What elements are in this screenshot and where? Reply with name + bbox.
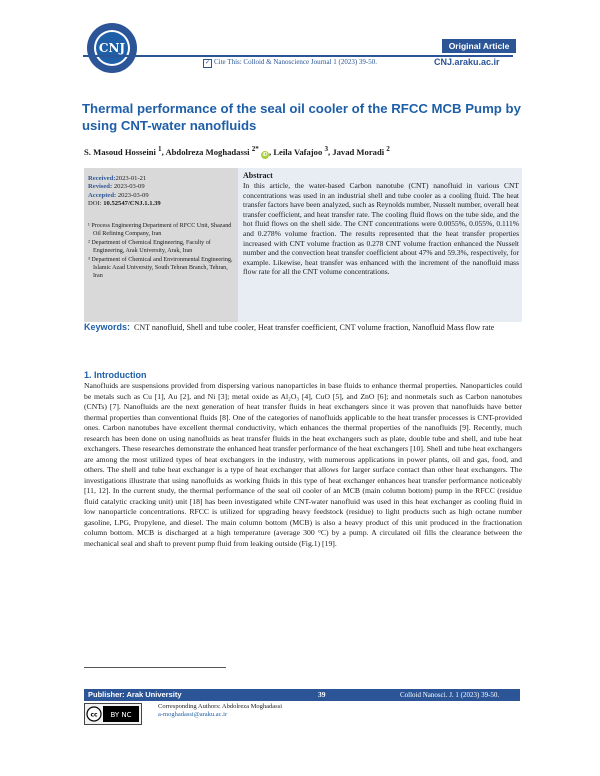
article-type-badge: Original Article bbox=[442, 39, 516, 53]
keywords bbox=[84, 322, 524, 333]
affiliation: ² Department of Chemical Engineering, Faculty of Engineering, Arak University, Arak, Iran bbox=[88, 240, 211, 254]
author-name: Abdolreza Moghadassi bbox=[165, 146, 250, 157]
journal-logo bbox=[86, 22, 138, 74]
page-number: 39 bbox=[318, 690, 326, 699]
license-text: BY NC bbox=[110, 711, 132, 719]
email-link[interactable]: a-moghadassi@araku.ac.ir bbox=[158, 711, 228, 718]
keywords-label: Keywords: bbox=[84, 322, 131, 332]
abstract-heading: Abstract bbox=[243, 171, 273, 180]
section-heading: 1. Introduction bbox=[84, 370, 147, 380]
svg-text:cc: cc bbox=[90, 711, 98, 719]
logo-text: CNJ bbox=[98, 41, 126, 55]
footer-citation: Colloid Nanosci. J. 1 (2023) 39-50. bbox=[400, 691, 500, 699]
corresponding-author: Corresponding Authors: Abdolreza Moghadassi a-moghadassi@araku.ac.ir bbox=[158, 703, 283, 718]
affiliation: ³ Department of Chemical and Environmental Engineering, Islamic Azad University, South Tehran Branch, Tehran, Iran bbox=[88, 257, 233, 279]
author-name: Javad Moradi bbox=[332, 146, 385, 157]
paper-title: Thermal performance of the seal oil cooler of the RFCC MCB Pump by using CNT-water nanofluids bbox=[82, 101, 521, 133]
author-name: Leila Vafajoo bbox=[273, 146, 323, 157]
cc-license-icon[interactable] bbox=[84, 703, 142, 725]
publisher: Publisher: Arak University bbox=[88, 690, 182, 699]
introduction-text: Nanofluids are suspensions provided from dispersing various nanoparticles in base fluids to enhance thermal properties. Nanoparticles could be metals such as Cu [1], Au [2], and Ni [3]; metal oxide as Al₂O₃ [4], CuO [5], and ZnO [6]; and nonmetals such as Carbon nanotubes (CNTs) [7]. Nanofluids are the next generation of heat transfer fluids in heat exchangers since it was proven that nanofluids have better thermal properties than conventional fluids [8]. One of the categories of nanofluids applicable to the heat transfer processes is CNT-provided ones. Carbon nanotubes have excellent thermal conductivity, which enhances the thermal properties of the nanofluids [9]. Recently, much research has been done on using nanofluids as heat transfer fluids in the heat exchangers such as plate, double tube and shell, and tube heat exchangers. These researches demonstrate the enhanced heat transfer performance of the heat exchangers [10]. Shell and tube heat exchangers are among the most utilized types of heat exchangers in the industry, with numerous applications in power plants, oil and gas, food, and others. The shell and tube heat exchanger is a type of heat exchanger that allows for larger surface contact than other heat exchangers. The investigations illustrate that using nanofluids as working fluids in this type of heat exchanger enhances heat transfer performance noticeably [11, 12]. In the current study, the thermal performance of the seal oil cooler of an MCB (main column bottom) pump in the RFCC (residue fluid catalytic cracking unit) unit [18] has been investigated while CNT-water nanofluid was used in this heat exchanger as cooling fluid in low nanoparticle concentrations. RFCC is utilized for upgrading heavy feedstock (residue) to light products such as high octane number gasoline, LPG, Propylene, and diesel. The main column bottom (MCB) is also a heavy product of this unit produced in the fractionation column bottom. MCB is discharged at a high temperature (average 300 °C) by a pump. A circulated oil fills the clearance between the mechanical seal and shaft to prevent pump fluid from leaking outside (Fig.1) [19]. bbox=[84, 381, 522, 548]
orcid-icon[interactable]: iD bbox=[262, 151, 268, 158]
cite-this[interactable] bbox=[203, 58, 377, 68]
abstract-text: In this article, the water-based Carbon nanotube (CNT) nanofluid in various CNT concentrations was used in an industrial shell and tube cooler as a cooling fluid. The heat transfer factors have been analyzed, such as Reynolds number, Nusselt number, overall heat transfer coefficient, and heat transfer rate. The cooling fluid flows on the tube side, and the hot fluid flows on the shell side. The CNT concentrations were 0.0055%, 0.055%, 0.111% and 0.278% volume fraction. The results represented that the heat transfer properties increased with CNT volume fraction as 0.278 CNT volume fraction enhanced the Nusselt number and the convection heat transfer coefficient about 47% and 59.3%, respectively, for example. Likewise, heat transfer was enhanced with the increment of the nanofluid mass flow rate for all the CNT volume concentrations. bbox=[243, 181, 519, 277]
author-name: S. Masoud Hosseini bbox=[84, 146, 156, 157]
journal-website-link[interactable]: CNJ.araku.ac.ir bbox=[434, 57, 500, 67]
affiliations bbox=[88, 222, 234, 281]
affiliation: ¹ Process Engineering Department of RFCC Unit, Shazand Oil Refining Company, Iran bbox=[88, 223, 232, 237]
cite-text: Cite This: Colloid & Nanoscience Journal 1 (2023) 39-50. bbox=[214, 58, 377, 66]
keywords-text: CNT nanofluid, Shell and tube cooler, Heat transfer coefficient, CNT volume fraction, Nanofluid Mass flow rate bbox=[134, 323, 495, 332]
article-dates: Received:2023-01-21 Revised: 2023-03-09 Accepted: 2023-03-09 DOI: 10.52547/CNJ.1.1.39 bbox=[88, 175, 161, 207]
footnote-rule bbox=[84, 667, 226, 668]
author-list: S. Masoud Hosseini $^1$, Abdolreza Moghadassi $^{2*}$ iD , Leila Vafajoo $^3$, Javad Moradi $^2$ bbox=[84, 145, 390, 158]
check-icon: ✓ bbox=[204, 60, 211, 66]
doi-link[interactable]: 10.52547/CNJ.1.1.39 bbox=[103, 199, 161, 207]
